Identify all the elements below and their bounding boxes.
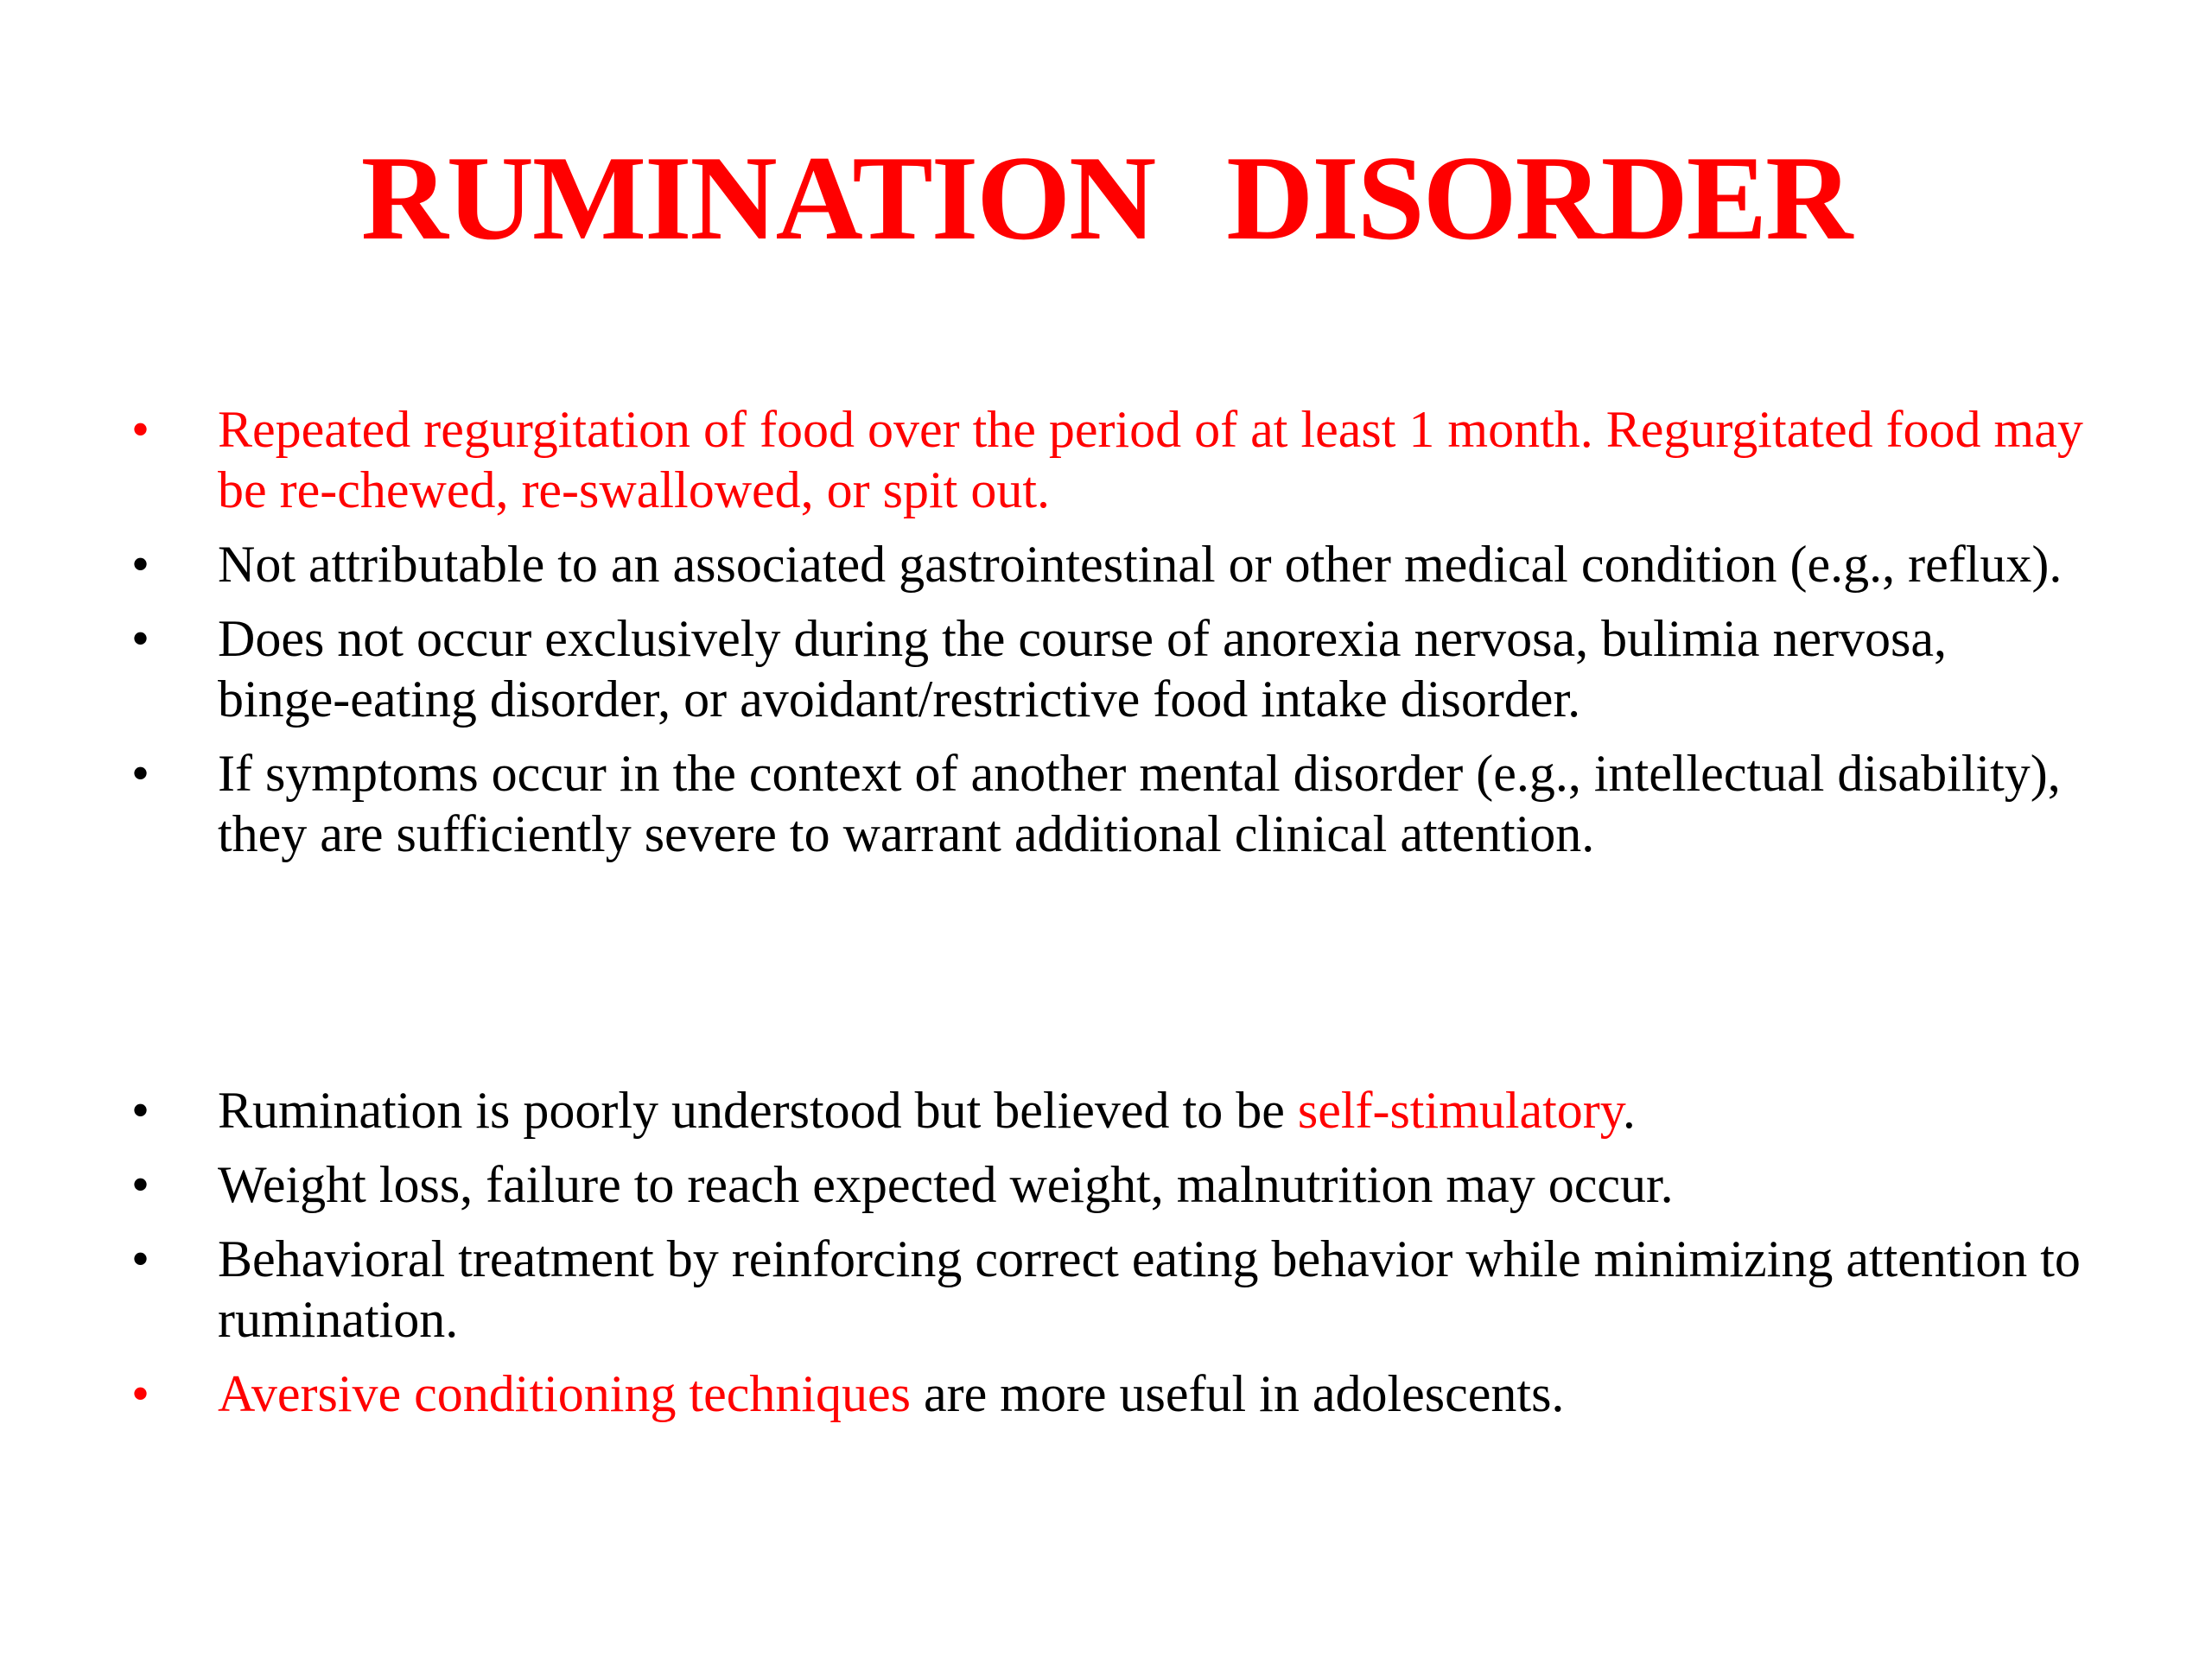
- item-text: Does not occur exclusively during the course of anorexia nervosa, bulimia nervosa, binge-eating disorder, or avoidant/restrictive food intake disorder.: [218, 610, 1948, 728]
- list-item: [0, 1229, 2212, 1350]
- bullet-icon: •: [131, 401, 150, 458]
- bullet-icon: •: [131, 536, 150, 593]
- bullet-icon: •: [131, 1230, 150, 1287]
- item-text: are more useful in adolescents.: [911, 1365, 1565, 1422]
- bullet-icon: •: [131, 1156, 150, 1213]
- list-item: [0, 1154, 2212, 1215]
- bullet-icon: •: [131, 745, 150, 802]
- item-text: .: [1622, 1082, 1636, 1139]
- bullet-icon: •: [131, 1082, 150, 1139]
- item-highlight: self-stimulatory: [1297, 1082, 1623, 1139]
- item-text: Behavioral treatment by reinforcing correct eating behavior while minimizing attention to rumination.: [218, 1230, 2081, 1348]
- slide-title: RUMINATION DISORDER: [360, 131, 1852, 265]
- item-text: Not attributable to an associated gastrointestinal or other medical condition (e.g., reflux).: [218, 536, 2063, 593]
- bullet-icon: •: [131, 610, 150, 667]
- criteria-list: [0, 399, 2212, 878]
- bullet-icon: •: [131, 1365, 150, 1422]
- item-text: Weight loss, failure to reach expected weight, malnutrition may occur.: [218, 1156, 1674, 1213]
- item-highlight: Aversive conditioning techniques: [218, 1365, 912, 1422]
- list-item: [0, 743, 2212, 864]
- notes-list: [0, 1080, 2212, 1438]
- list-item: [0, 534, 2212, 594]
- item-text: Repeated regurgitation of food over the period of at least 1 month. Regurgitated food may be re-chewed, re-swallowed, or spit out.: [218, 401, 2083, 518]
- list-item: [0, 1363, 2212, 1424]
- item-text: If symptoms occur in the context of another mental disorder (e.g., intellectual disability), they are sufficiently severe to warrant additional clinical attention.: [218, 745, 2061, 862]
- item-text: Rumination is poorly understood but believed to be: [218, 1082, 1298, 1139]
- list-item: [0, 399, 2212, 520]
- list-item: [0, 608, 2212, 729]
- list-item: [0, 1080, 2212, 1141]
